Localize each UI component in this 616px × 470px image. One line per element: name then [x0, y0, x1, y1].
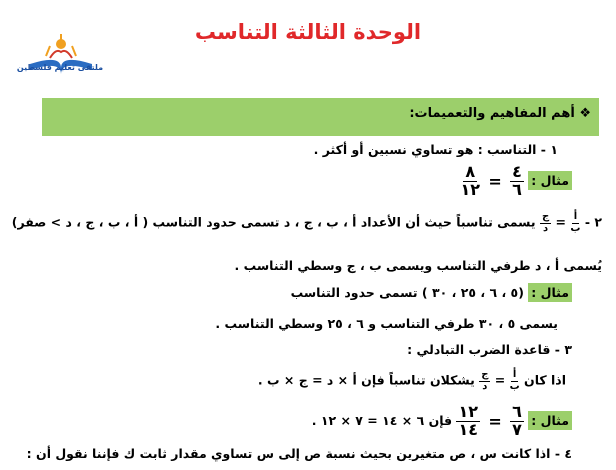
- item1-example: مثال : $\frac{٤}{٦}$ = $\frac{٨}{١٢}$: [460, 164, 572, 199]
- fraction: $\frac{٨}{١٢}$: [460, 162, 481, 199]
- book-logo-icon: [20, 30, 102, 86]
- item2-example-text: (٥ ، ٦ ، ٢٥ ، ٣٠ ) تسمى حدود التناسب: [290, 285, 524, 300]
- item2-example: [291, 285, 572, 300]
- item2-text: يسمى تناسباً حيث أن الأعداد أ ، ب ، ج ، د تسمى حدود التناسب ( أ ، ب ، ج ، د > صفر): [11, 214, 536, 230]
- section-heading: أهم المفاهيم والتعميمات:: [409, 106, 575, 121]
- item3-heading: ٣ - قاعدة الضرب التبادلي :: [407, 342, 572, 357]
- fraction: $\frac{١٢}{١٤}$: [458, 402, 479, 439]
- item1-definition: ١ - التناسب : هو تساوي نسبين أو أكثر .: [313, 142, 558, 157]
- item4-text: ٤ - اذا كانت س ، ص متغيرين بحيث نسبة ص إلى س تساوي مقدار ثابت ك فإننا نقول أن :: [26, 446, 572, 461]
- item-number: ٢ -: [584, 214, 602, 230]
- logo-caption: ملتقى تعليم فلسطين: [16, 63, 104, 72]
- item2-line4: يسمى ٥ ، ٣٠ طرفي التناسب و ٦ ، ٢٥ وسطي التناسب .: [215, 316, 558, 331]
- fraction: $\frac{٦}{٧}$: [512, 402, 522, 439]
- fraction: $\frac{\text{ج}}{\text{د}}$: [541, 211, 550, 234]
- fraction: $\frac{٤}{٦}$: [512, 162, 522, 199]
- example-label: مثال :: [528, 283, 572, 302]
- fraction: $\frac{\text{أ}}{\text{ب}}$: [509, 369, 520, 392]
- item3-rule: اذا كان $\frac{\text{أ}}{\text{ب}}$ = $\frac{\text{ج}}{\text{د}}$ يشكلان تناسباً فإن أ × د = ج × ب .: [257, 369, 566, 392]
- fraction: $\frac{\text{أ}}{\text{ب}}$: [570, 211, 581, 234]
- section-header: [42, 98, 599, 136]
- item2-line2: يُسمى أ ، د طرفي التناسب ويسمى ب ، ج وسطي التناسب .: [234, 258, 602, 273]
- page-title: الوحدة الثالثة التناسب: [194, 20, 422, 44]
- example-label: مثال :: [528, 411, 572, 430]
- fraction: $\frac{\text{ج}}{\text{د}}$: [481, 369, 489, 392]
- item2-definition: ٢ - $\frac{\text{أ}}{\text{ب}}$ = $\frac{\text{ج}}{\text{د}}$ يسمى تناسباً حيث أن الأعداد أ ، ب ، ج ، د تسمى حدود التناسب ( أ ، ب ، ج ، د > صفر): [11, 211, 602, 234]
- example-label: مثال :: [528, 171, 572, 190]
- item3-example: مثال : $\frac{٦}{٧}$ = $\frac{١٢}{١٤}$ فإن ٦ × ١٤ = ٧ × ١٢ .: [312, 404, 572, 439]
- bullet-icon: ❖: [579, 106, 591, 121]
